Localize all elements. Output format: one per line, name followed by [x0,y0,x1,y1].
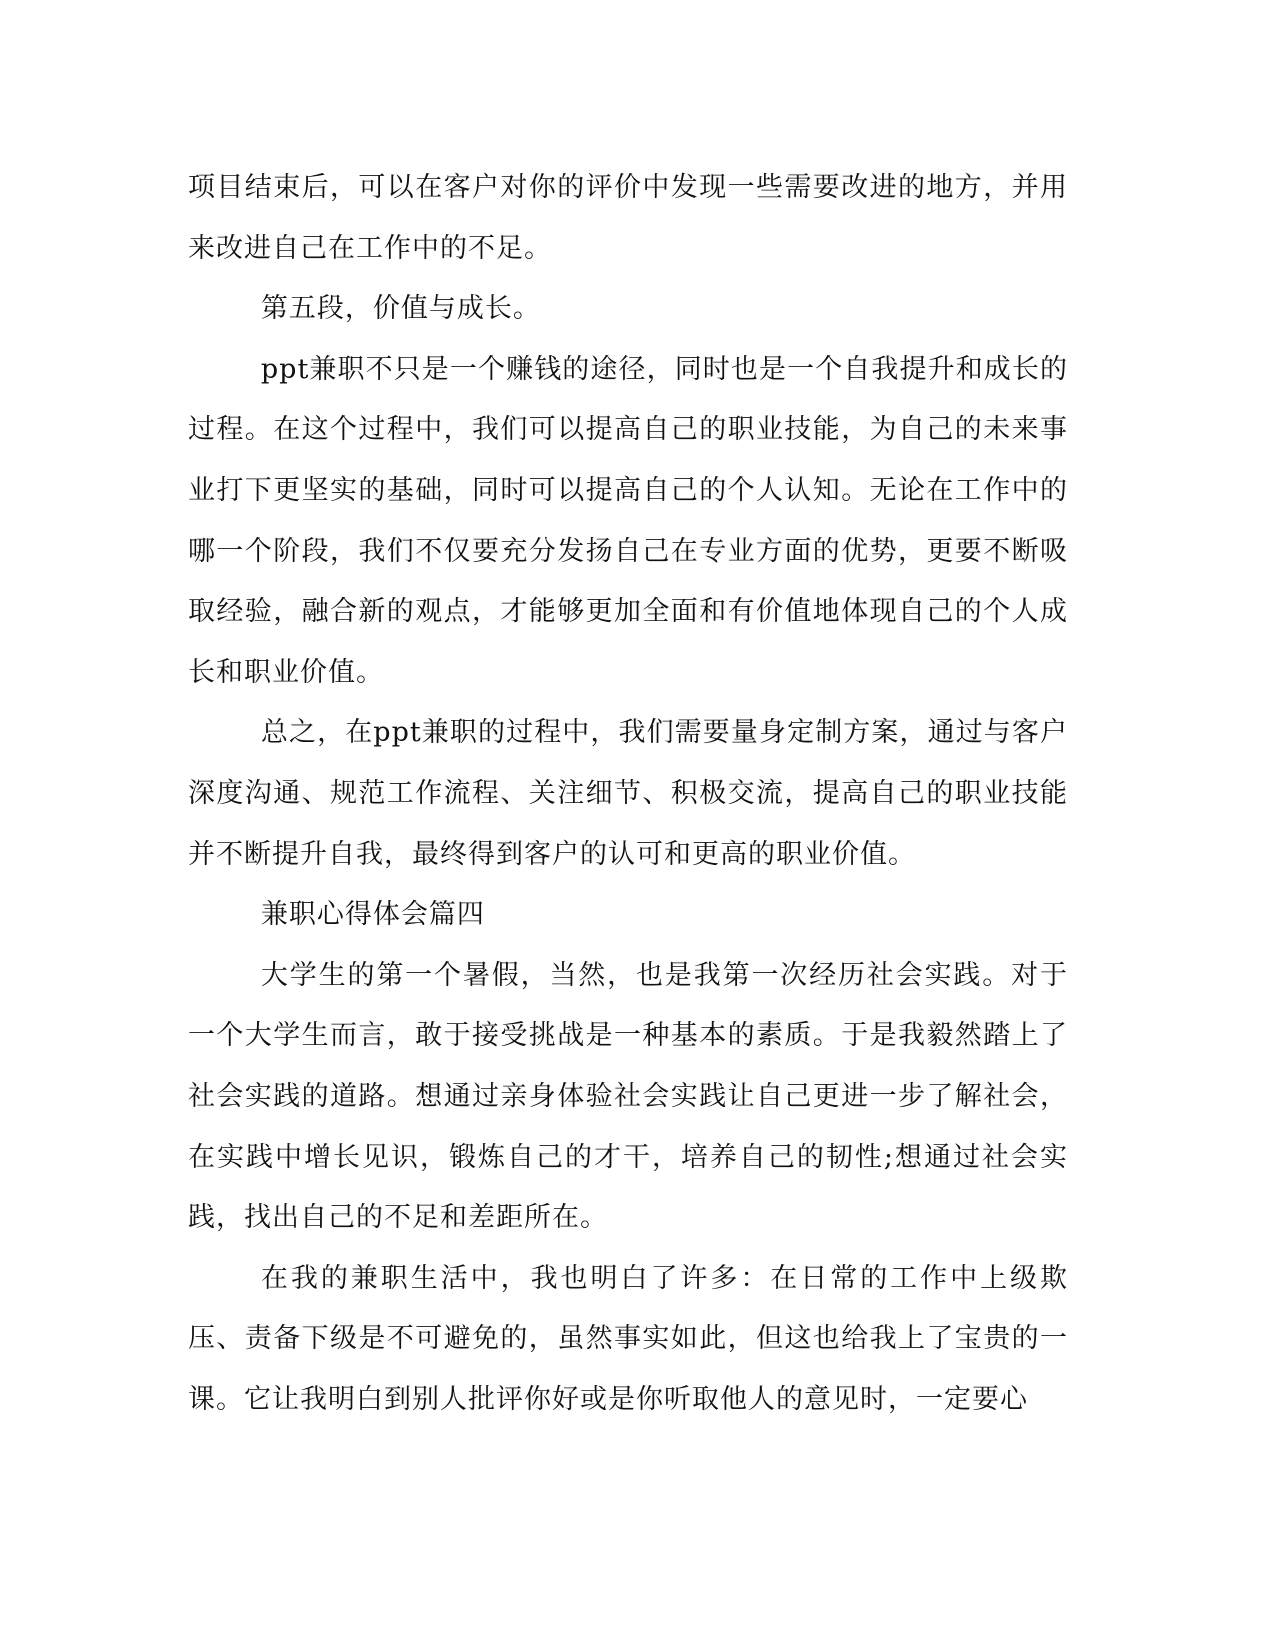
paragraph-continuation: 项目结束后，可以在客户对你的评价中发现一些需要改进的地方，并用来改进自己在工作中的不足。 [188,172,1068,264]
document-body [188,158,1068,1430]
paragraph-summer-practice: 大学生的第一个暑假，当然，也是我第一次经历社会实践。对于一个大学生而言，敢于接受挑战是一种基本的素质。于是我毅然踏上了社会实践的道路。想通过亲身体验社会实践让自己更进一步了解社会，在实践中增长见识，锻炼自己的才干，培养自己的韧性;想通过社会实践，找出自己的不足和差距所在。 [188,959,1068,1234]
paragraph-part-time-life: 在我的兼职生活中，我也明白了许多：在日常的工作中上级欺压、责备下级是不可避免的，虽然事实如此，但这也给我上了宝贵的一课。它让我明白到别人批评你好或是你听取他人的意见时，一定要心 [188,1262,1068,1415]
paragraph-value-growth: ppt兼职不只是一个赚钱的途径，同时也是一个自我提升和成长的过程。在这个过程中，我们可以提高自己的职业技能，为自己的未来事业打下更坚实的基础，同时可以提高自己的个人认知。无论在工作中的哪一个阶段，我们不仅要充分发扬自己在专业方面的优势，更要不断吸取经验，融合新的观点，才能够更加全面和有价值地体现自己的个人成长和职业价值。 [188,353,1068,688]
section-heading-five: 第五段，价值与成长。 [260,293,541,325]
section-heading-part-four: 兼职心得体会篇四 [260,899,485,931]
paragraph-summary: 总之，在ppt兼职的过程中，我们需要量身定制方案，通过与客户深度沟通、规范工作流程、关注细节、积极交流，提高自己的职业技能并不断提升自我，最终得到客户的认可和更高的职业价值。 [188,717,1068,870]
